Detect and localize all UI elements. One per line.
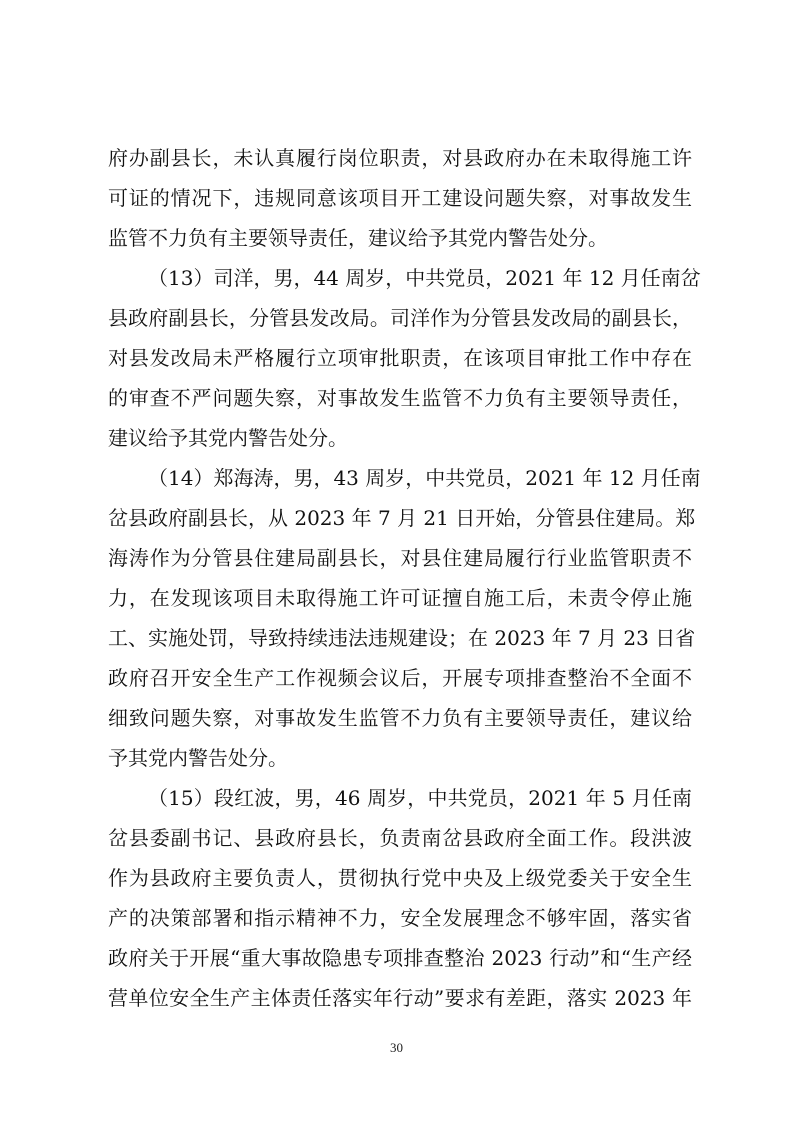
- text-line: 府办副县长，未认真履行岗位职责，对县政府办在未取得施工许: [108, 146, 692, 170]
- paragraph-item-15: [108, 778, 692, 1018]
- text-line: 县政府副县长，分管县发改局。司洋作为分管县发改局的副县长，: [108, 306, 692, 330]
- paragraph-item-14: [108, 458, 701, 778]
- text-line: 监管不力负有主要领导责任，建议给予其党内警告处分。: [108, 226, 608, 250]
- text-line: 作为县政府主要负责人，贯彻执行党中央及上级党委关于安全生: [108, 866, 692, 890]
- text-line: （15）段红波，男，46 周岁，中共党员，2021 年 5 月任南: [148, 786, 692, 810]
- text-line: （13）司洋，男，44 周岁，中共党员，2021 年 12 月任南岔: [148, 266, 701, 290]
- text-line: 政府召开安全生产工作视频会议后，开展专项排查整治不全面不: [108, 666, 692, 690]
- text-line: （14）郑海涛，男，43 周岁，中共党员，2021 年 12 月任南: [148, 466, 701, 490]
- text-line: 建议给予其党内警告处分。: [108, 426, 348, 450]
- document-body: [108, 138, 701, 1018]
- paragraph-continuation: [108, 138, 692, 258]
- text-line: 产的决策部署和指示精神不力，安全发展理念不够牢固，落实省: [108, 906, 692, 930]
- text-line: 海涛作为分管县住建局副县长，对县住建局履行行业监管职责不: [108, 546, 692, 570]
- text-line: 岔县政府副县长，从 2023 年 7 月 21 日开始，分管县住建局。郑: [108, 506, 696, 530]
- text-line: 营单位安全生产主体责任落实年行动”要求有差距，落实 2023 年: [108, 986, 692, 1010]
- text-line: 对县发改局未严格履行立项审批职责，在该项目审批工作中存在: [108, 346, 692, 370]
- text-line: 细致问题失察，对事故发生监管不力负有主要领导责任，建议给: [108, 706, 692, 730]
- text-line: 政府关于开展“重大事故隐患专项排查整治 2023 行动”和“生产经: [108, 946, 692, 970]
- text-line: 岔县委副书记、县政府县长，负责南岔县政府全面工作。段洪波: [108, 826, 692, 850]
- text-line: 工、实施处罚，导致持续违法违规建设；在 2023 年 7 月 23 日省: [108, 626, 696, 650]
- text-line: 力，在发现该项目未取得施工许可证擅自施工后，未责令停止施: [108, 586, 692, 610]
- text-line: 的审查不严问题失察，对事故发生监管不力负有主要领导责任，: [108, 386, 692, 410]
- paragraph-item-13: [108, 258, 701, 458]
- text-line: 予其党内警告处分。: [108, 746, 288, 770]
- page-number: 30: [390, 1040, 403, 1055]
- text-line: 可证的情况下，违规同意该项目开工建设问题失察，对事故发生: [108, 186, 692, 210]
